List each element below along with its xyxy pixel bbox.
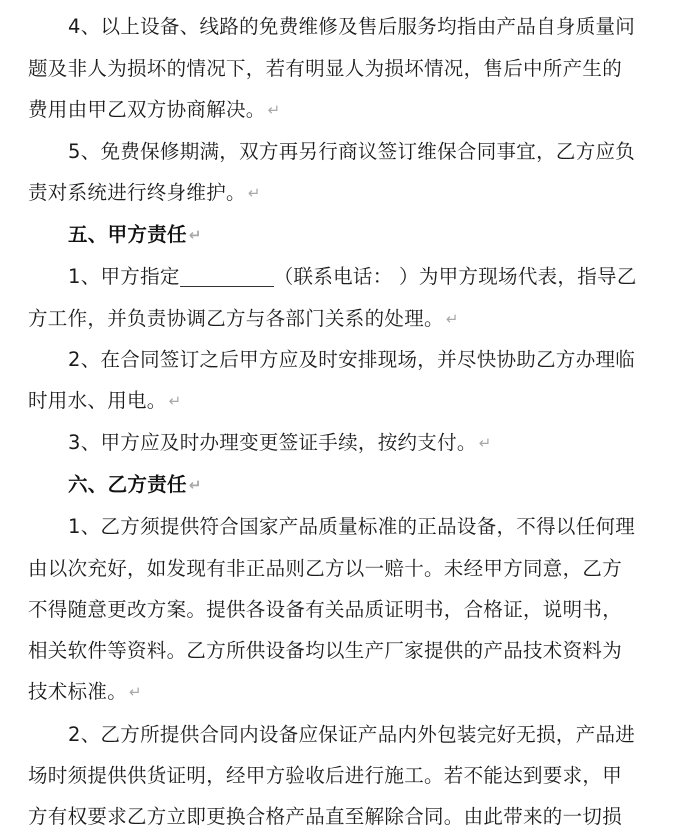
line-text: 2、乙方所提供合同内设备应保证产品内外包装完好无损，产品进 — [68, 723, 636, 746]
text-line — [28, 54, 622, 84]
text-line — [68, 428, 492, 458]
paragraph-mark-icon: ↵ — [168, 392, 182, 410]
line-text: 3、甲方应及时办理变更签证手续，按约支付。 — [68, 431, 477, 454]
text-line — [28, 386, 181, 416]
paragraph-mark-icon: ↵ — [188, 476, 202, 494]
text-line — [68, 12, 635, 42]
line-text: 1、甲方指定 — [68, 265, 180, 288]
line-text: 4、以上设备、线路的免费维修及售后服务均指由产品自身质量问 — [68, 15, 636, 38]
line-text: 责对系统进行终身维护。 — [28, 181, 246, 204]
text-line — [28, 178, 261, 208]
text-line — [28, 761, 622, 791]
text-line — [28, 677, 142, 707]
line-text: 1、乙方须提供符合国家产品质量标准的正品设备，不得以任何理 — [68, 515, 636, 538]
heading-text: 五、甲方责任 — [68, 223, 187, 246]
text-line — [28, 595, 622, 625]
paragraph-mark-icon: ↵ — [478, 434, 492, 452]
line-text: （联系电话： ）为甲方现场代表，指导乙 — [273, 265, 637, 288]
section-heading — [68, 470, 202, 500]
line-text: 方有权要求乙方立即更换合格产品直至解除合同。由此带来的一切损 — [28, 805, 623, 828]
text-line — [68, 262, 637, 292]
text-line — [68, 720, 635, 750]
line-text: 技术标准。 — [28, 680, 128, 703]
paragraph-mark-icon: ↵ — [267, 101, 281, 119]
line-text: 2、在合同签订之后甲方应及时安排现场，并尽快协助乙方办理临 — [68, 348, 636, 371]
text-line — [28, 95, 280, 125]
line-text: 由以次充好，如发现有非正品则乙方以一赔十。未经甲方同意，乙方 — [28, 557, 623, 580]
line-text: 相关软件等资料。乙方所供设备均以生产厂家提供的产品技术资料为 — [28, 639, 623, 662]
line-text: 不得随意更改方案。提供各设备有关品质证明书，合格证，说明书， — [28, 598, 623, 621]
text-line — [68, 137, 635, 167]
text-line — [28, 554, 622, 584]
section-heading — [68, 220, 202, 250]
fill-in-blank — [180, 266, 274, 287]
line-text: 时用水、用电。 — [28, 389, 167, 412]
line-text: 费用由甲乙双方协商解决。 — [28, 98, 266, 121]
paragraph-mark-icon: ↵ — [247, 184, 261, 202]
text-line — [28, 802, 622, 832]
text-line — [28, 304, 459, 334]
paragraph-mark-icon: ↵ — [129, 683, 142, 701]
text-line — [28, 636, 622, 666]
paragraph-mark-icon: ↵ — [188, 226, 202, 244]
line-text: 5、免费保修期满，双方再另行商议签订维保合同事宜，乙方应负 — [68, 140, 636, 163]
paragraph-mark-icon: ↵ — [445, 310, 459, 328]
line-text: 题及非人为损坏的情况下，若有明显人为损坏情况，售后中所产生的 — [28, 57, 623, 80]
heading-text: 六、乙方责任 — [68, 473, 187, 496]
line-text: 场时须提供供货证明，经甲方验收后进行施工。若不能达到要求，甲 — [28, 764, 623, 787]
line-text: 方工作，并负责协调乙方与各部门关系的处理。 — [28, 307, 444, 330]
text-line — [68, 345, 635, 375]
text-line — [68, 512, 635, 542]
